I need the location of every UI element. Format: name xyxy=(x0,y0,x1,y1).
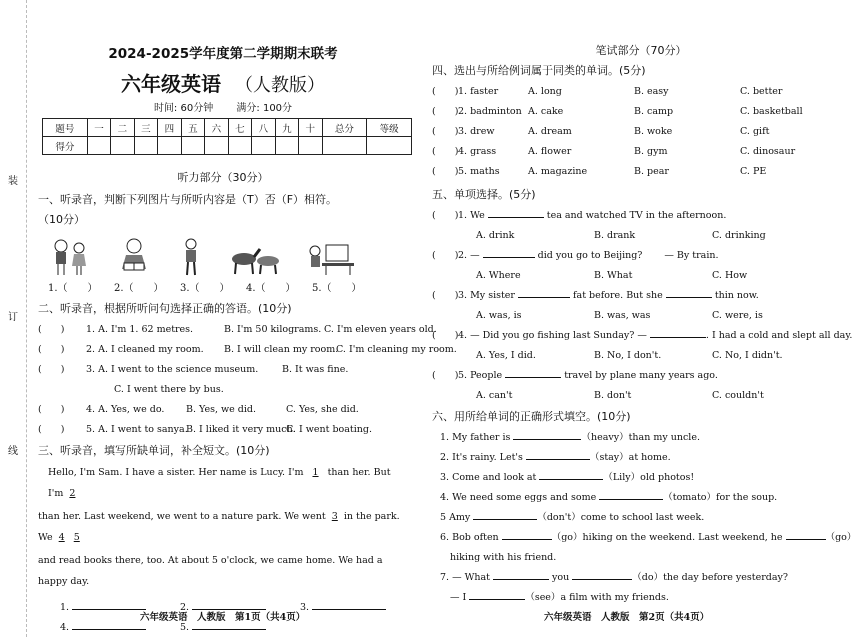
stem-text: fat before. But she xyxy=(573,290,663,301)
section-1-title: 一、听录音，判断下列图片与所听内容是（T）否（F）相符。 xyxy=(38,193,338,206)
question-item xyxy=(432,82,850,102)
stem-text: thin now. xyxy=(714,290,759,301)
question-item xyxy=(432,102,850,122)
option-b: B. woke xyxy=(634,126,673,137)
question-item xyxy=(432,122,850,142)
option-c: C. PE xyxy=(740,166,767,177)
horses-picture-icon xyxy=(228,237,284,277)
blank-3: 3 xyxy=(331,511,338,522)
score-cell[interactable] xyxy=(322,137,367,155)
example-word: 1. faster xyxy=(458,86,499,97)
option-c: C. I went there by bus. xyxy=(114,384,224,395)
option-b: B. I liked it very much. xyxy=(186,424,296,435)
stem-text: old photos! xyxy=(640,472,695,483)
option-b: B. camp xyxy=(634,106,674,117)
table-cell: 六 xyxy=(205,119,228,137)
question-item xyxy=(38,420,408,440)
children-picture-icon xyxy=(48,237,92,277)
binding-mark: 线 xyxy=(8,446,18,457)
stem-text: hiking on the weekend. Last weekend, he xyxy=(582,532,783,543)
option-a: 3. A. I went to the science museum. xyxy=(86,364,259,375)
option-c: C. gift xyxy=(740,126,770,137)
option-c: C. I'm cleaning my room. xyxy=(336,344,457,355)
table-cell: 总分 xyxy=(322,119,367,137)
exam-title: 2024-2025学年度第二学期期末联考 xyxy=(108,46,338,62)
option-c: C. were, is xyxy=(712,310,763,321)
edition: （人教版） xyxy=(235,75,325,96)
fill-blank[interactable] xyxy=(505,377,561,378)
section-4-list xyxy=(432,82,850,182)
question-item xyxy=(38,360,408,380)
fill-item xyxy=(440,508,850,528)
score-cell[interactable] xyxy=(299,137,322,155)
answer-paren[interactable]: ( ) xyxy=(38,344,65,355)
passage-text: in the park. We xyxy=(38,511,400,543)
fill-blank[interactable] xyxy=(493,579,549,580)
question-stem xyxy=(432,206,850,226)
stem-text: than my uncle. xyxy=(628,432,700,443)
word-hint: （go） xyxy=(825,532,857,543)
score-cell[interactable] xyxy=(228,137,251,155)
option-a: A. dream xyxy=(528,126,572,137)
stem-text: 3. My sister xyxy=(458,290,515,301)
answer-blank[interactable]: 2.（ ） xyxy=(114,283,164,294)
passage-line: and read books there, too. At about 5 o'clock, we came home. We had a happy day. xyxy=(38,555,383,587)
word-hint: （don't） xyxy=(537,512,581,523)
section-3-title: 三、听录音，填写所缺单词，补全短文。(10分) xyxy=(38,444,270,457)
option-a: A. was, is xyxy=(476,310,522,321)
listening-pictures xyxy=(48,235,408,277)
stem-text: at home. xyxy=(628,452,671,463)
stem-text: . I had a cold and slept all day. xyxy=(705,330,853,341)
option-row xyxy=(432,226,850,246)
answer-number: 2. xyxy=(180,602,190,613)
question-stem xyxy=(432,286,850,306)
blank-2: 2 xyxy=(69,488,76,499)
option-a: A. can't xyxy=(476,390,513,401)
stem-text: travel by plane many years ago. xyxy=(564,370,718,381)
score-cell[interactable] xyxy=(111,137,134,155)
score-cell[interactable] xyxy=(158,137,181,155)
fill-item xyxy=(440,568,850,588)
blank-1: 1 xyxy=(312,467,319,478)
option-c: C. drinking xyxy=(712,230,766,241)
passage-line xyxy=(38,506,408,548)
fill-item xyxy=(440,468,850,488)
page-footer-right: 六年级英语 人教版 第2页（共4页） xyxy=(544,612,710,623)
passage-text: than her. Last weekend, we went to a nature park. We went xyxy=(38,511,326,522)
option-b: B. was, was xyxy=(594,310,651,321)
word-hint: （go） xyxy=(551,532,583,543)
option-a: A. flower xyxy=(528,146,572,157)
fill-item xyxy=(440,528,857,548)
score-cell[interactable] xyxy=(181,137,204,155)
word-hint: （heavy） xyxy=(581,432,629,443)
question-stem xyxy=(432,246,850,266)
option-b: B. What xyxy=(594,270,633,281)
section-6-list xyxy=(432,428,857,608)
table-cell: 七 xyxy=(228,119,251,137)
option-row xyxy=(432,306,850,326)
option-b: B. easy xyxy=(634,86,669,97)
answer-paren[interactable]: ( ) xyxy=(432,370,459,381)
exam-time: 时间: 60分钟 xyxy=(153,103,214,114)
word-hint: （see） xyxy=(525,592,561,603)
option-b: B. drank xyxy=(594,230,636,241)
question-item xyxy=(38,400,408,420)
section-6-title: 六、用所给单词的正确形式填空。(10分) xyxy=(432,410,631,423)
score-cell[interactable] xyxy=(367,137,412,155)
fill-blank[interactable] xyxy=(572,579,632,580)
stem-text: the day before yesterday? xyxy=(663,572,788,583)
table-cell: 题号 xyxy=(43,119,88,137)
answer-paren[interactable]: ( ) xyxy=(432,126,459,137)
table-cell: 八 xyxy=(252,119,275,137)
table-cell: 十 xyxy=(299,119,322,137)
fill-blank[interactable] xyxy=(526,459,590,460)
option-a: A. drink xyxy=(476,230,515,241)
example-word: 3. drew xyxy=(458,126,495,137)
answer-paren[interactable]: ( ) xyxy=(432,106,459,117)
stem-text: did you go to Beijing? xyxy=(537,250,643,261)
answer-paren[interactable]: ( ) xyxy=(432,146,459,157)
blank-5: 5 xyxy=(73,532,80,543)
fill-blank[interactable] xyxy=(483,257,535,258)
table-cell: 得分 xyxy=(43,137,88,155)
answer-number: 3. xyxy=(300,602,310,613)
answer-paren[interactable]: ( ) xyxy=(38,324,65,335)
stem-text: a film with my friends. xyxy=(560,592,669,603)
blank-4: 4 xyxy=(58,532,65,543)
fill-blank[interactable] xyxy=(650,337,706,338)
fill-blank[interactable] xyxy=(502,539,552,540)
stem-text: 2. — xyxy=(458,250,480,261)
stem-text: come to school last week. xyxy=(580,512,705,523)
subject-title xyxy=(38,68,408,97)
boy-standing-picture-icon xyxy=(176,237,206,277)
section-1-points: （10分） xyxy=(38,213,85,226)
option-row xyxy=(432,386,850,406)
answer-slot[interactable] xyxy=(300,598,386,618)
score-table xyxy=(42,118,412,155)
written-title: 笔试部分（70分） xyxy=(595,44,687,57)
fill-blank[interactable] xyxy=(469,599,525,600)
exam-meta xyxy=(38,99,408,114)
question-item xyxy=(432,142,850,162)
stem-text: 1. We xyxy=(458,210,485,221)
question-item xyxy=(38,340,457,360)
answer-blank[interactable]: 5.（ ） xyxy=(312,283,362,294)
option-a: 2. A. I cleaned my room. xyxy=(86,344,204,355)
page-footer-left: 六年级英语 人教版 第1页（共4页） xyxy=(140,612,306,623)
binding-mark: 订 xyxy=(8,312,18,323)
option-b: B. gym xyxy=(634,146,668,157)
answer-blank[interactable]: 4.（ ） xyxy=(246,283,296,294)
example-word: 5. maths xyxy=(458,166,500,177)
stem-text: 4. — Did you go fishing last Sunday? xyxy=(458,330,635,341)
option-c: C. better xyxy=(740,86,783,97)
word-hint: （Lily） xyxy=(603,472,641,483)
fill-blank[interactable] xyxy=(599,499,663,500)
option-b: B. I'm 50 kilograms. xyxy=(224,324,322,335)
fill-blank[interactable] xyxy=(666,297,712,298)
word-hint: （tomato） xyxy=(663,492,716,503)
answer-paren[interactable]: ( ) xyxy=(432,166,459,177)
section-2-list xyxy=(38,320,457,440)
fill-blank[interactable] xyxy=(513,439,581,440)
answer-number: 1. xyxy=(60,602,70,613)
passage-line xyxy=(48,462,408,504)
section-4-title: 四、选出与所给例词属于同类的单词。(5分) xyxy=(432,64,646,77)
question-item xyxy=(38,380,408,400)
passage-text: than her. But I'm xyxy=(48,467,391,499)
picture-answer-row xyxy=(48,279,408,294)
answer-paren[interactable]: ( ) xyxy=(432,290,459,301)
table-cell: 一 xyxy=(87,119,110,137)
fill-blank[interactable] xyxy=(786,539,826,540)
passage-text: Hello, I'm Sam. I have a sister. Her name is Lucy. I'm xyxy=(48,467,304,478)
option-row xyxy=(432,346,850,366)
stem-text: for the soup. xyxy=(716,492,778,503)
fill-blank[interactable] xyxy=(539,479,603,480)
table-cell: 二 xyxy=(111,119,134,137)
option-b: B. I will clean my room. xyxy=(224,344,339,355)
answer-blank[interactable]: 1.（ ） xyxy=(48,283,98,294)
stem-text: 3. Come and look at xyxy=(440,472,537,483)
answer-paren[interactable]: ( ) xyxy=(432,250,459,261)
fill-item-continued: hiking with his friend. xyxy=(450,552,557,563)
binding-mark: 装 xyxy=(8,176,18,187)
word-hint: （stay） xyxy=(589,452,629,463)
fill-blank[interactable] xyxy=(473,519,537,520)
stem-text: — By train. xyxy=(664,250,719,261)
stem-text: tea and watched TV in the afternoon. xyxy=(546,210,727,221)
score-cell[interactable] xyxy=(275,137,298,155)
cloze-passage xyxy=(38,462,408,592)
option-b: B. It was fine. xyxy=(282,364,349,375)
fill-item xyxy=(440,448,850,468)
answer-paren[interactable]: ( ) xyxy=(432,330,459,341)
score-cell[interactable] xyxy=(205,137,228,155)
option-a: 4. A. Yes, we do. xyxy=(86,404,165,415)
option-c: C. How xyxy=(712,270,748,281)
question-stem xyxy=(432,326,853,346)
fill-item xyxy=(440,588,850,608)
fill-blank[interactable] xyxy=(488,217,544,218)
stem-text: 6. Bob often xyxy=(440,532,499,543)
option-c: C. couldn't xyxy=(712,390,764,401)
table-cell: 三 xyxy=(134,119,157,137)
score-cell[interactable] xyxy=(87,137,110,155)
answer-paren[interactable]: ( ) xyxy=(432,210,459,221)
answer-number: 4. xyxy=(60,622,70,633)
option-b: B. Yes, we did. xyxy=(186,404,256,415)
section-5-title: 五、单项选择。(5分) xyxy=(432,188,536,201)
answer-paren[interactable]: ( ) xyxy=(432,86,459,97)
score-cell[interactable] xyxy=(134,137,157,155)
full-score: 满分: 100分 xyxy=(236,103,293,114)
option-a: 5. A. I went to sanya. xyxy=(86,424,188,435)
subject-name: 六年级英语 xyxy=(121,72,221,96)
stem-text: 2. It's rainy. Let's xyxy=(440,452,523,463)
stem-text: you xyxy=(552,572,570,583)
question-stem xyxy=(432,366,850,386)
answer-paren[interactable]: ( ) xyxy=(38,364,65,375)
listening-title: 听力部分（30分） xyxy=(177,171,269,184)
option-a: A. magazine xyxy=(528,166,588,177)
example-word: 4. grass xyxy=(458,146,497,157)
option-b: B. pear xyxy=(634,166,669,177)
option-a: A. Yes, I did. xyxy=(476,350,536,361)
option-a: 1. A. I'm 1. 62 metres. xyxy=(86,324,194,335)
section-2-title: 二、听录音，根据所听问句选择正确的答语。(10分) xyxy=(38,302,292,315)
option-c: C. I'm eleven years old. xyxy=(324,324,437,335)
option-c: C. Yes, she did. xyxy=(286,404,359,415)
table-cell: 四 xyxy=(158,119,181,137)
option-b: B. No, I don't. xyxy=(594,350,662,361)
option-row xyxy=(432,266,850,286)
option-c: C. I went boating. xyxy=(286,424,372,435)
stem-text: 1. My father is xyxy=(440,432,511,443)
question-item xyxy=(38,320,437,340)
fill-item xyxy=(440,428,850,448)
stem-text: — xyxy=(637,330,650,341)
question-item xyxy=(432,162,850,182)
option-a: A. cake xyxy=(528,106,564,117)
computer-desk-picture-icon xyxy=(306,237,356,277)
stem-text: 5. People xyxy=(458,370,503,381)
stem-text: 4. We need some eggs and some xyxy=(440,492,597,503)
option-b: B. don't xyxy=(594,390,632,401)
answer-paren[interactable]: ( ) xyxy=(38,424,65,435)
stem-text: — I xyxy=(450,592,467,603)
option-c: C. No, I didn't. xyxy=(712,350,783,361)
example-word: 2. badminton xyxy=(458,106,522,117)
option-a: A. Where xyxy=(476,270,521,281)
table-cell: 五 xyxy=(181,119,204,137)
fill-item xyxy=(440,488,850,508)
score-table-header xyxy=(43,119,412,137)
page-right xyxy=(420,0,860,637)
answer-blank[interactable]: 3.（ ） xyxy=(180,283,230,294)
stem-text: 5 Amy xyxy=(440,512,471,523)
answer-number: 5. xyxy=(180,622,190,633)
option-c: C. basketball xyxy=(740,106,803,117)
score-cell[interactable] xyxy=(252,137,275,155)
answer-paren[interactable]: ( ) xyxy=(38,404,65,415)
section-5-list xyxy=(432,206,853,406)
table-cell: 等级 xyxy=(367,119,412,137)
option-c: C. dinosaur xyxy=(740,146,796,157)
fill-blank[interactable] xyxy=(518,297,570,298)
girl-reading-picture-icon xyxy=(114,237,154,277)
word-hint: （do） xyxy=(632,572,664,583)
table-cell: 九 xyxy=(275,119,298,137)
option-a: A. long xyxy=(528,86,562,97)
score-table-row xyxy=(43,137,412,155)
stem-text: 7. — What xyxy=(440,572,490,583)
